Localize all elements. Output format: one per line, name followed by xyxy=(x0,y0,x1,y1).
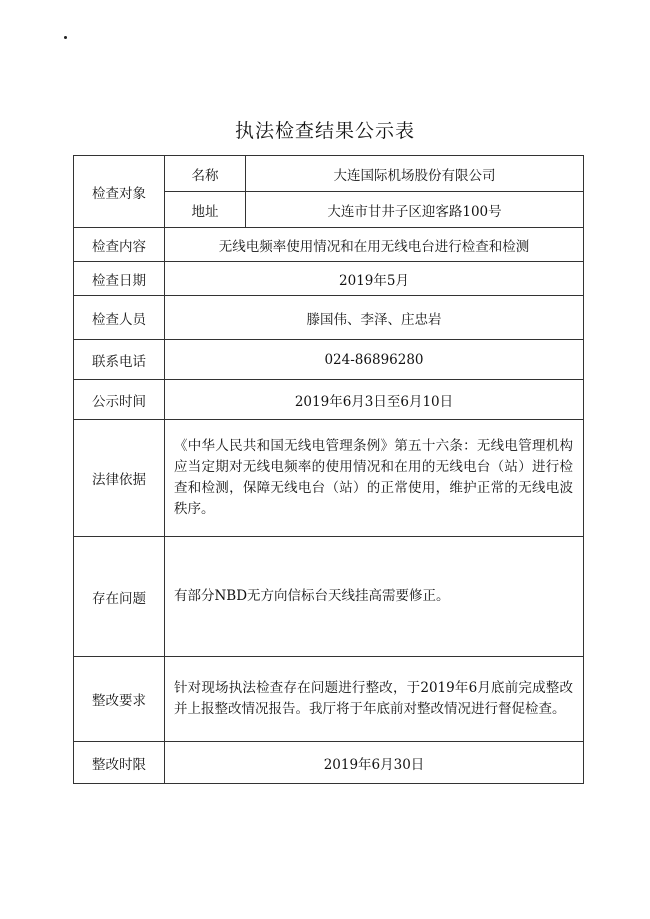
value-content: 无线电频率使用情况和在用无线电台进行检查和检测 xyxy=(165,228,584,262)
label-phone: 联系电话 xyxy=(74,340,165,380)
value-issues: 有部分NBD无方向信标台天线挂高需要修正。 xyxy=(165,537,584,657)
value-date: 2019年5月 xyxy=(165,262,584,296)
row-deadline xyxy=(74,742,584,784)
label-content: 检查内容 xyxy=(74,228,165,262)
document-title: 执法检查结果公示表 xyxy=(234,120,415,142)
label-date: 检查日期 xyxy=(74,262,165,296)
value-name: 大连国际机场股份有限公司 xyxy=(246,156,584,192)
row-target-name xyxy=(74,156,584,192)
label-name: 名称 xyxy=(165,156,246,192)
value-inspectors: 滕国伟、李泽、庄忠岩 xyxy=(165,296,584,340)
row-inspectors xyxy=(74,296,584,340)
value-legal-basis: 《中华人民共和国无线电管理条例》第五十六条：无线电管理机构应当定期对无线电频率的使用情况和在用的无线电台（站）进行检查和检测，保障无线电台（站）的正常使用，维护正常的无线电波秩序。 xyxy=(165,420,584,537)
label-target: 检查对象 xyxy=(74,156,165,228)
value-rectification: 针对现场执法检查存在问题进行整改，于2019年6月底前完成整改并上报整改情况报告。我厅将于年底前对整改情况进行督促检查。 xyxy=(165,657,584,742)
results-table xyxy=(73,155,584,784)
label-inspectors: 检查人员 xyxy=(74,296,165,340)
row-legal-basis xyxy=(74,420,584,537)
row-phone xyxy=(74,340,584,380)
value-deadline: 2019年6月30日 xyxy=(165,742,584,784)
row-publicity-period xyxy=(74,380,584,420)
label-issues: 存在问题 xyxy=(74,537,165,657)
label-legal-basis: 法律依据 xyxy=(74,420,165,537)
label-address: 地址 xyxy=(165,192,246,228)
label-publicity-period: 公示时间 xyxy=(74,380,165,420)
label-deadline: 整改时限 xyxy=(74,742,165,784)
value-address: 大连市甘井子区迎客路100号 xyxy=(246,192,584,228)
value-phone: 024-86896280 xyxy=(165,340,584,380)
row-content xyxy=(74,228,584,262)
scan-dot xyxy=(64,36,67,39)
value-publicity-period: 2019年6月3日至6月10日 xyxy=(165,380,584,420)
row-date xyxy=(74,262,584,296)
row-issues xyxy=(74,537,584,657)
label-rectification: 整改要求 xyxy=(74,657,165,742)
row-rectification xyxy=(74,657,584,742)
